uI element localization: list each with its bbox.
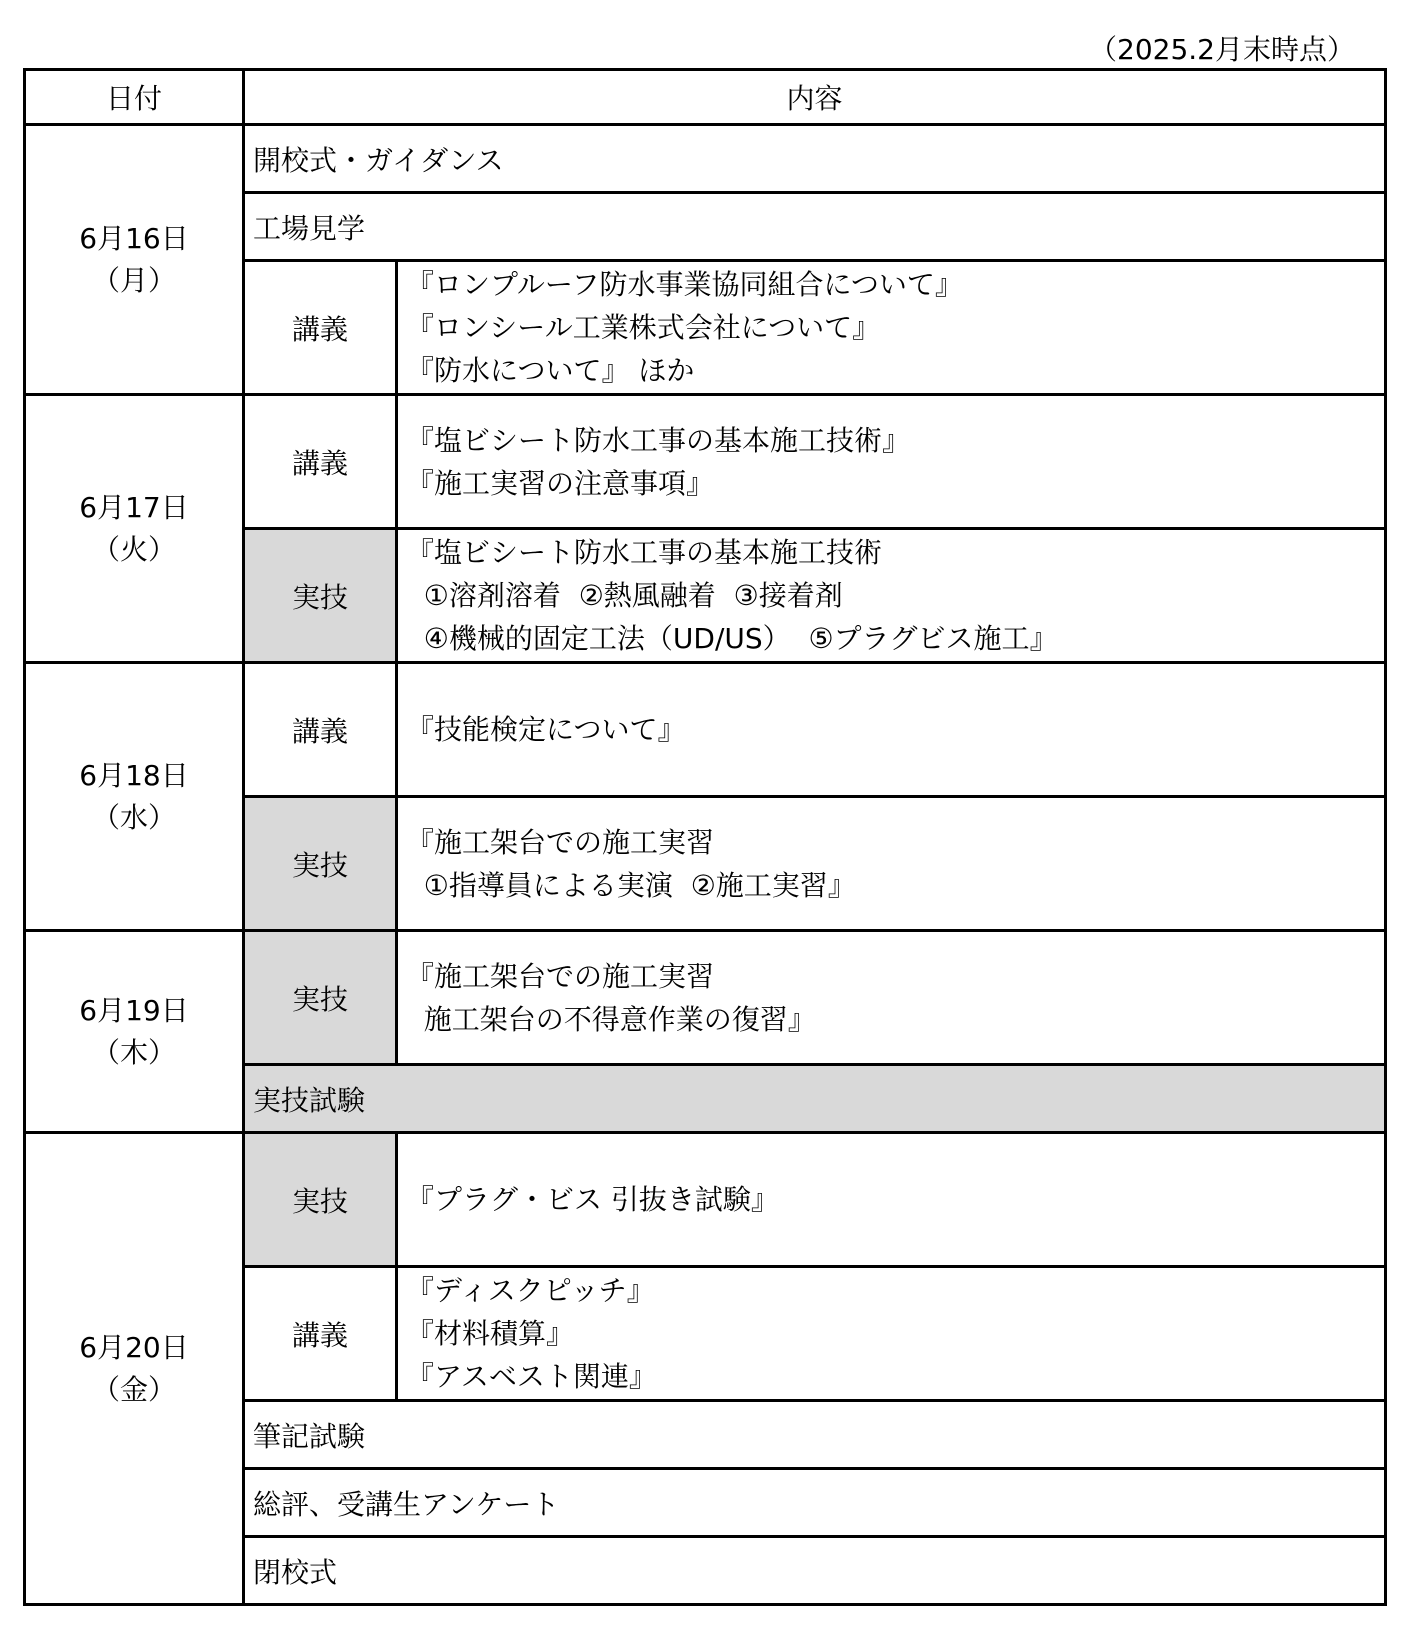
content-line: 『ディスクピッチ』 (406, 1274, 655, 1307)
session-content-cell (397, 395, 1386, 529)
session-type-cell: 講義 (244, 261, 397, 395)
table-row (25, 125, 1386, 193)
date-cell (25, 125, 244, 395)
as-of-note: （2025.2月末時点） (1089, 33, 1355, 66)
table-row (25, 1133, 1386, 1267)
date-text: 6月18日 (79, 758, 189, 792)
weekday-text: （水） (91, 800, 176, 834)
content-line: 『材料積算』 (406, 1317, 575, 1350)
content-cell: 筆記試験 (244, 1401, 1386, 1469)
session-type-cell: 講義 (244, 1267, 397, 1401)
date-cell (25, 663, 244, 931)
content-line: 『ロンプルーフ防水事業協同組合について』 (406, 268, 963, 301)
table-row (25, 931, 1386, 1065)
header-date: 日付 (25, 70, 244, 125)
date-text: 6月20日 (79, 1330, 189, 1364)
session-type-cell: 実技 (244, 529, 397, 663)
content-line: 『アスベスト関連』 (406, 1360, 657, 1393)
content-line: 施工架台の不得意作業の復習』 (406, 1002, 816, 1036)
date-text: 6月19日 (79, 993, 189, 1027)
session-content-cell (397, 1267, 1386, 1401)
session-type-cell: 講義 (244, 395, 397, 529)
content-line: 『塩ビシート防水工事の基本施工技術 (406, 536, 883, 569)
date-text: 6月17日 (79, 490, 189, 524)
session-content-cell (397, 663, 1386, 797)
session-content-cell (397, 529, 1386, 663)
content-line: 『施工実習の注意事項』 (406, 466, 715, 500)
content-line: 『塩ビシート防水工事の基本施工技術』 (406, 423, 911, 457)
table-row (25, 663, 1386, 797)
weekday-text: （月） (91, 263, 176, 297)
weekday-text: （火） (91, 532, 176, 566)
content-cell: 工場見学 (244, 193, 1386, 261)
weekday-text: （木） (91, 1035, 176, 1069)
content-line: 『施工架台での施工実習 (406, 959, 715, 993)
date-cell (25, 931, 244, 1133)
session-content-cell (397, 1133, 1386, 1267)
header-row (25, 70, 1386, 125)
session-content-cell (397, 797, 1386, 931)
session-type-cell: 実技 (244, 931, 397, 1065)
session-content-cell (397, 931, 1386, 1065)
header-content: 内容 (244, 70, 1386, 125)
content-line: ④機械的固定工法（UD/US） ⑤プラグビス施工』 (406, 622, 1058, 655)
date-cell (25, 395, 244, 663)
session-type-cell: 実技 (244, 797, 397, 931)
content-cell: 総評、受講生アンケート (244, 1469, 1386, 1537)
content-line: ①指導員による実演 ②施工実習』 (406, 868, 856, 902)
content-line: 『プラグ・ビス 引抜き試験』 (406, 1183, 779, 1216)
content-line: 『ロンシール工業株式会社について』 (406, 311, 881, 344)
content-line: 『施工架台での施工実習 (406, 825, 715, 859)
session-content-cell (397, 261, 1386, 395)
content-cell: 開校式・ガイダンス (244, 125, 1386, 193)
content-line: 『防水について』 ほか (406, 354, 695, 387)
session-type-cell: 講義 (244, 663, 397, 797)
table-row (25, 395, 1386, 529)
date-text: 6月16日 (79, 221, 189, 255)
content-cell: 閉校式 (244, 1537, 1386, 1605)
content-line: 『技能検定について』 (406, 713, 686, 746)
content-cell: 実技試験 (244, 1065, 1386, 1133)
training-schedule-table (23, 68, 1387, 1606)
content-line: ①溶剤溶着 ②熱風融着 ③接着剤 (406, 579, 843, 612)
weekday-text: （金） (91, 1372, 176, 1406)
date-cell (25, 1133, 244, 1605)
session-type-cell: 実技 (244, 1133, 397, 1267)
